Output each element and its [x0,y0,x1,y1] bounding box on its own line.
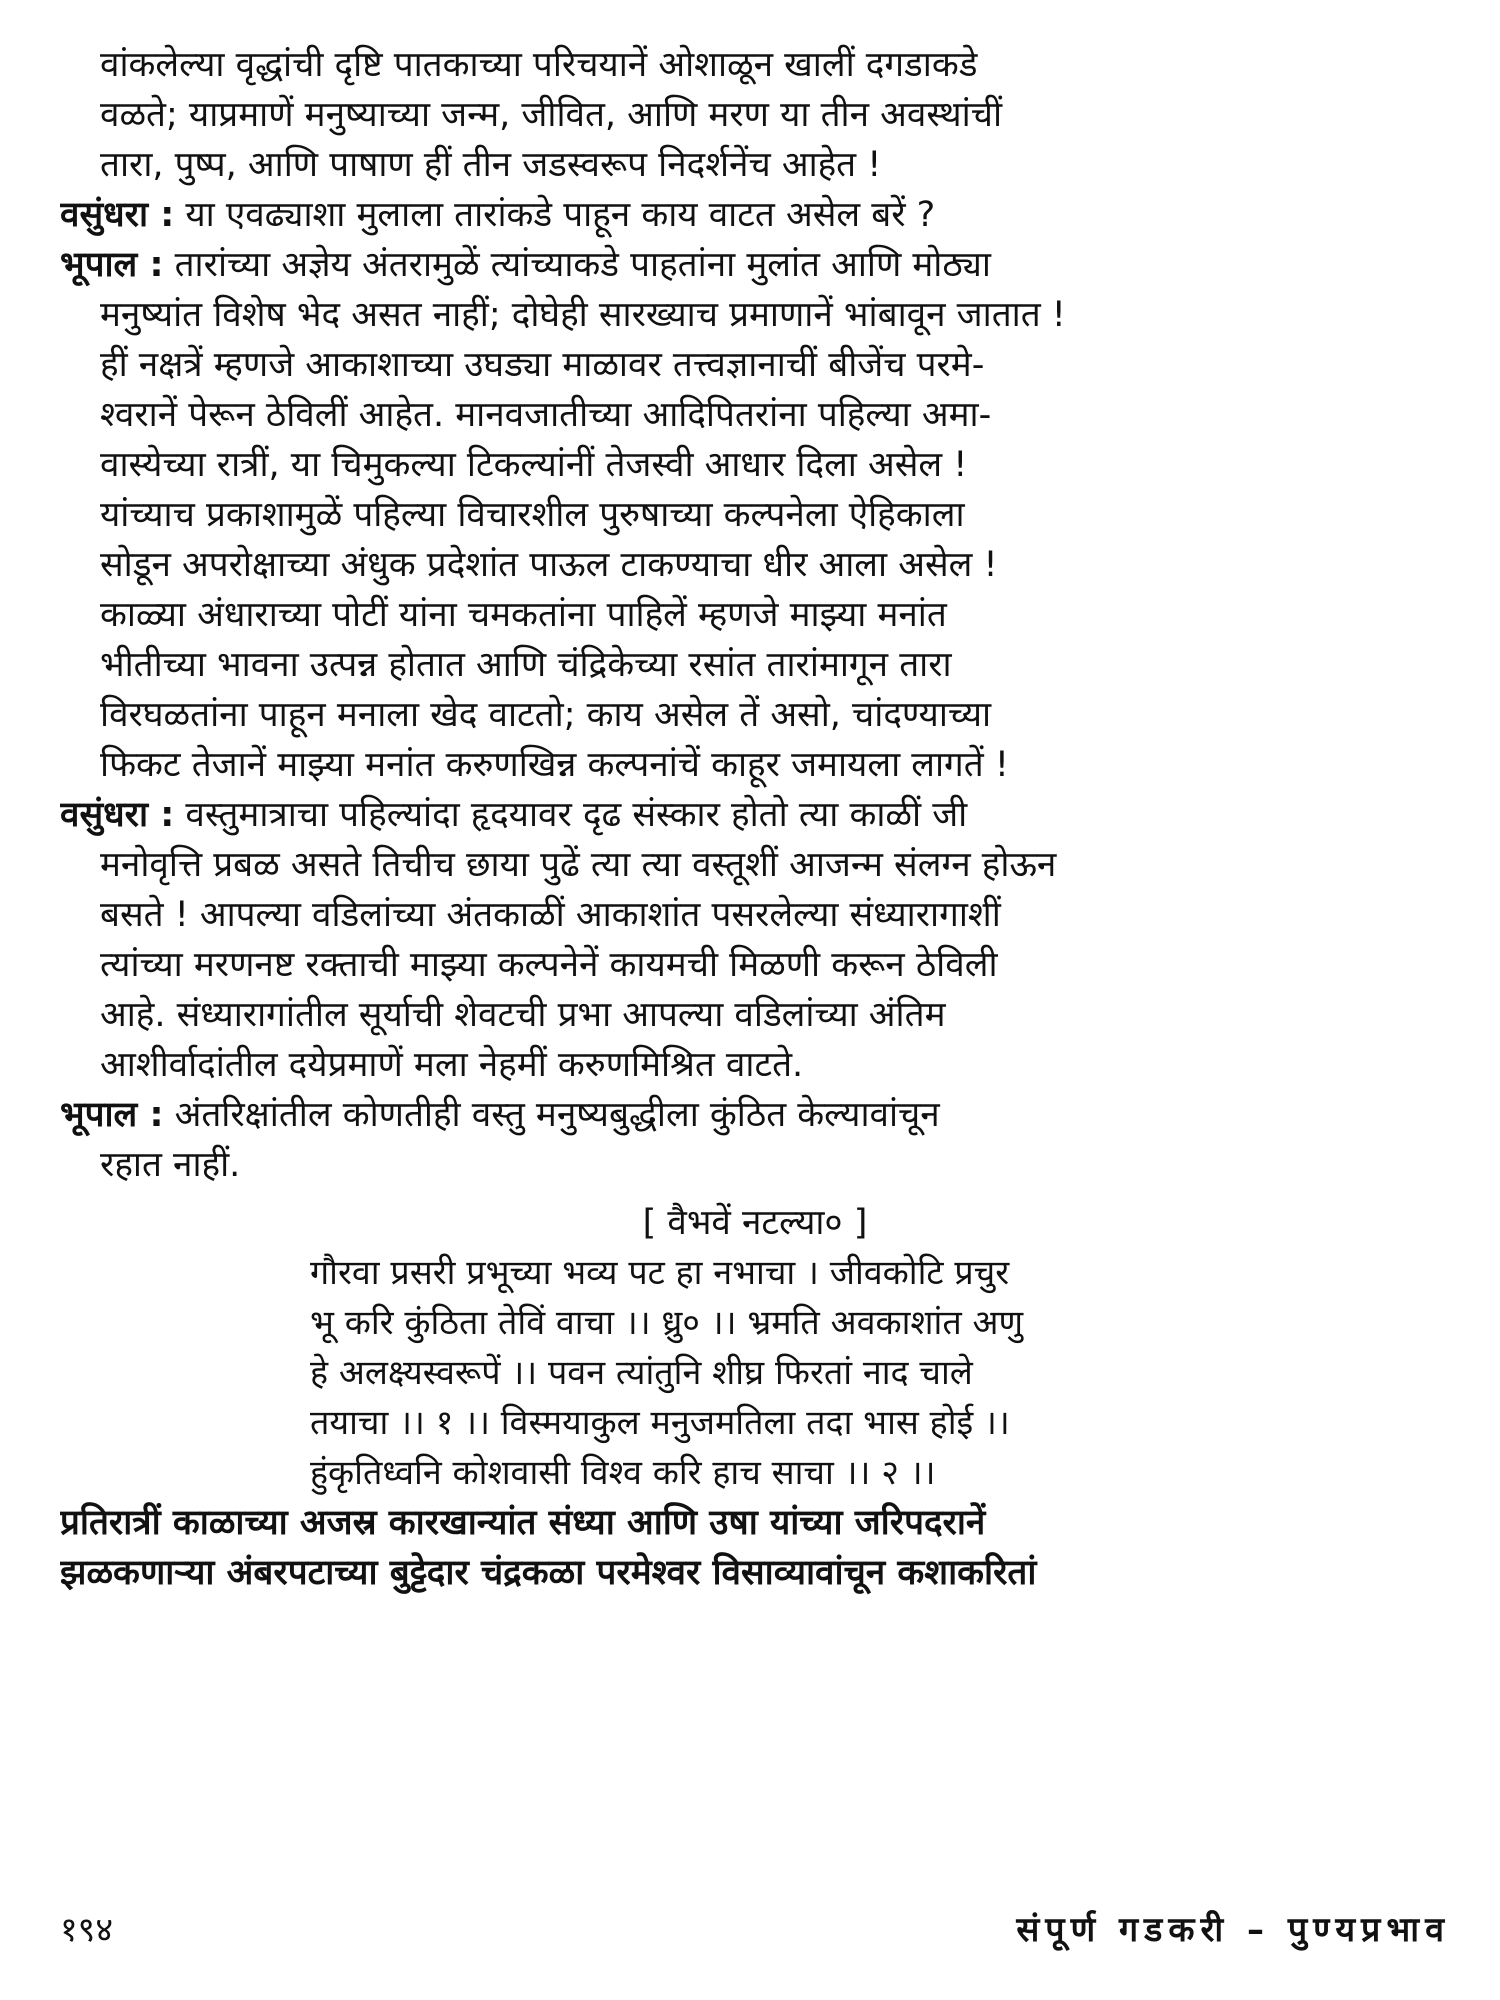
verse-line: हुंकृतिध्वनि कोशवासी विश्व करि हाच साचा ।। २ ।। [310,1453,936,1493]
page-footer [60,1905,1450,1955]
speech-text: वस्तुमात्राचा पहिल्यांदा हृदयावर दृढ संस्कार होतो त्या काळीं जी [185,795,968,835]
verse-line: गौरवा प्रसरी प्रभूच्या भव्य पट हा नभाचा । जीवकोटि प्रचुर [310,1253,1010,1293]
page-number: १९४ [60,1910,114,1950]
text-line: काळ्या अंधाराच्या पोटीं यांना चमकतांना पाहिलें म्हणजे माझ्या मनांत [100,595,947,635]
text-line: मनुष्यांत विशेष भेद असत नाहीं; दोघेही सारख्याच प्रमाणानें भांबावून जातात ! [100,295,1066,335]
song-heading: [ वैभवें नटल्या० ] [642,1203,868,1243]
speaker-name: वसुंधरा : [60,195,175,235]
speaker-name: भूपाल : [60,245,164,285]
speaker-name: भूपाल : [60,1095,164,1135]
text-line: हीं नक्षत्रें म्हणजे आकाशाच्या उघड्या माळावर तत्त्वज्ञानाचीं बीजेंच परमे- [100,345,985,385]
text-line: वळते; याप्रमाणें मनुष्याच्या जन्म, जीवित, आणि मरण या तीन अवस्थांचीं [100,95,1003,135]
speech-text: या एवढ्याशा मुलाला तारांकडे पाहून काय वाटत असेल बरें ? [185,195,936,235]
text-line: आशीर्वादांतील दयेप्रमाणें मला नेहमीं करुणमिश्रित वाटते. [100,1045,804,1085]
text-line: वास्येच्या रात्रीं, या चिमुकल्या टिकल्यांनीं तेजस्वी आधार दिला असेल ! [100,445,968,485]
speech-text: तारांच्या अज्ञेय अंतरामुळें त्यांच्याकडे पाहतांना मुलांत आणि मोठ्या [174,245,991,285]
speaker-name: वसुंधरा : [60,795,175,835]
page-body [60,40,1450,1598]
running-title: संपूर्ण गडकरी – पुण्यप्रभाव [1016,1910,1450,1950]
dialogue-line [60,190,1450,240]
dialogue-line [60,240,1450,290]
text-line: विरघळतांना पाहून मनाला खेद वाटतो; काय असेल तें असो, चांदण्याच्या [100,695,992,735]
text-line: भीतीच्या भावना उत्पन्न होतात आणि चंद्रिकेच्या रसांत तारांमागून तारा [100,645,952,685]
verse-line: हे अलक्ष्यस्वरूपें ।। पवन त्यांतुनि शीघ्र फिरतां नाद चाले [310,1353,973,1393]
text-line: रहात नाहीं. [100,1145,241,1185]
text-line: यांच्याच प्रकाशामुळें पहिल्या विचारशील पुरुषाच्या कल्पनेला ऐहिकाला [100,495,965,535]
dialogue-line [60,790,1450,840]
speech-text: अंतरिक्षांतील कोणतीही वस्तु मनुष्यबुद्धीला कुंठित केल्यावांचून [174,1095,940,1135]
text-line: तारा, पुष्प, आणि पाषाण हीं तीन जडस्वरूप निदर्शनेंच आहेत ! [100,145,882,185]
text-line: सोडून अपरोक्षाच्या अंधुक प्रदेशांत पाऊल टाकण्याचा धीर आला असेल ! [100,545,998,585]
verse-line: भू करि कुंठिता तेविं वाचा ।। ध्रु० ।। भ्रमति अवकाशांत अणु [310,1303,1024,1343]
text-line: बसते ! आपल्या वडिलांच्या अंतकाळीं आकाशांत पसरलेल्या संध्यारागाशीं [100,895,1001,935]
verse-line: तयाचा ।। १ ।। विस्मयाकुल मनुजमतिला तदा भास होई ।। [310,1403,1010,1443]
text-line: प्रतिरात्रीं काळाच्या अजस्र कारखान्यांत संध्या आणि उषा यांच्या जरिपदरानें [60,1503,986,1543]
text-line: झळकणाऱ्या अंबरपटाच्या बुट्टेदार चंद्रकळा परमेश्वर विसाव्यावांचून कशाकरितां [60,1553,1037,1593]
text-line: त्यांच्या मरणनष्ट रक्ताची माझ्या कल्पनेनें कायमची मिळणी करून ठेविली [100,945,998,985]
text-line: वांकलेल्या वृद्धांची दृष्टि पातकाच्या परिचयानें ओशाळून खालीं दगडाकडे [100,45,978,85]
dialogue-line [60,1090,1450,1140]
text-line: फिकट तेजानें माझ्या मनांत करुणखिन्न कल्पनांचें काहूर जमायला लागतें ! [100,745,1009,785]
text-line: श्वरानें पेरून ठेविलीं आहेत. मानवजातीच्या आदिपितरांना पहिल्या अमा- [100,395,992,435]
text-line: आहे. संध्यारागांतील सूर्याची शेवटची प्रभा आपल्या वडिलांच्या अंतिम [100,995,946,1035]
text-line: मनोवृत्ति प्रबळ असते तिचीच छाया पुढें त्या त्या वस्तूशीं आजन्म संलग्न होऊन [100,845,1057,885]
